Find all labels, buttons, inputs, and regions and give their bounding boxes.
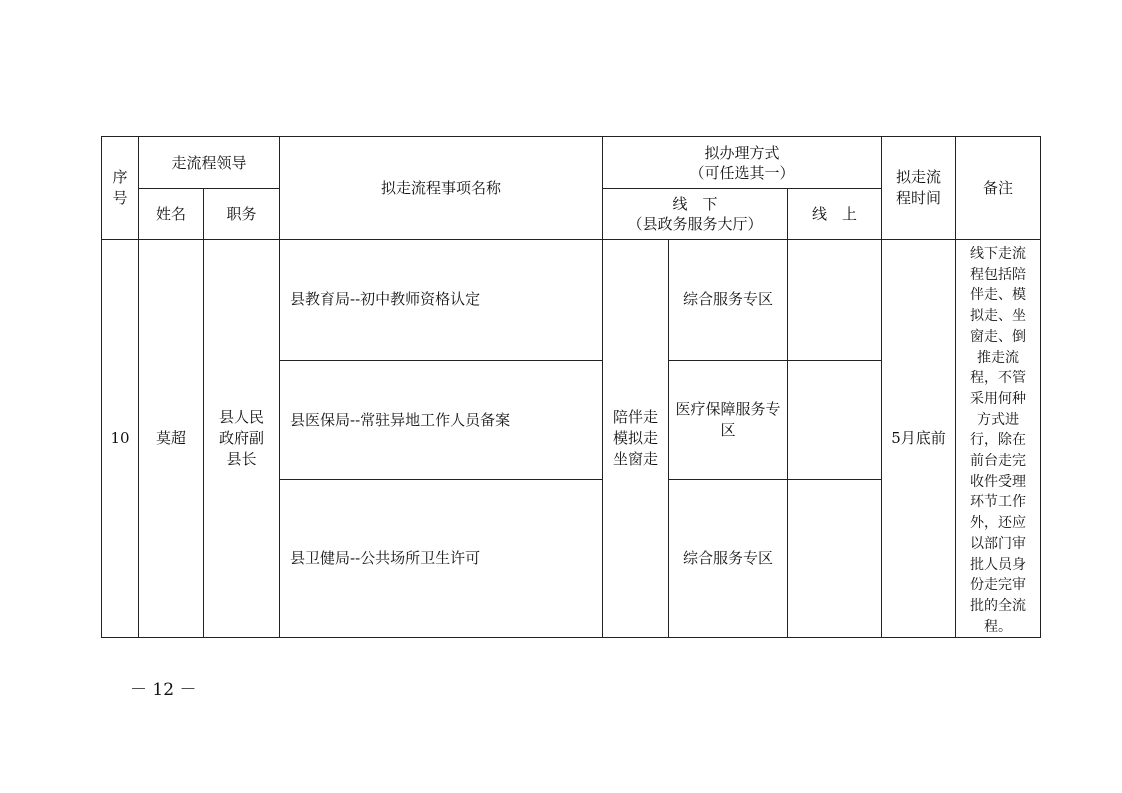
header-offline (603, 189, 788, 240)
online-cell (788, 360, 882, 480)
row-note: 线下走流程包括陪伴走、模拟走、坐窗走、倒推走流程，不管采用何种方式进行，除在前台走完收件受理环节工作外，还应以部门审批人员身份走完审批的全流程。 (956, 240, 1041, 638)
header-method (603, 137, 882, 189)
offline-zone: 医疗保障服务专区 (669, 360, 788, 480)
page-number: － 12 － (130, 680, 197, 700)
row-leader-name: 莫超 (139, 240, 204, 638)
header-leader-position: 职务 (204, 189, 280, 240)
header-leader-name: 姓名 (139, 189, 204, 240)
header-method-subtitle: （可任选其一） (689, 163, 795, 182)
row-time: 5月底前 (882, 240, 956, 638)
header-note: 备注 (956, 137, 1041, 240)
row-offline-modes: 陪伴走模拟走坐窗走 (603, 240, 669, 638)
header-time: 拟走流程时间 (882, 137, 956, 240)
header-item-name: 拟走流程事项名称 (280, 137, 603, 240)
leader-process-table (101, 136, 1041, 638)
offline-zone: 综合服务专区 (669, 240, 788, 361)
row-seq: 10 (102, 240, 139, 638)
offline-zone: 综合服务专区 (669, 480, 788, 638)
header-online: 线 上 (788, 189, 882, 240)
table-row (102, 240, 1041, 361)
header-offline-title: 线 下 (672, 195, 718, 213)
header-leader-group: 走流程领导 (139, 137, 280, 189)
header-method-title: 拟办理方式 (704, 143, 780, 162)
online-cell (788, 240, 882, 361)
online-cell (788, 480, 882, 638)
row-leader-position: 县人民政府副县长 (204, 240, 280, 638)
header-offline-subtitle: （县政务服务大厅） (627, 215, 763, 233)
item-name: 县教育局--初中教师资格认定 (280, 240, 603, 361)
item-name: 县卫健局--公共场所卫生许可 (280, 480, 603, 638)
header-seq: 序号 (102, 137, 139, 240)
item-name: 县医保局--常驻异地工作人员备案 (280, 360, 603, 480)
